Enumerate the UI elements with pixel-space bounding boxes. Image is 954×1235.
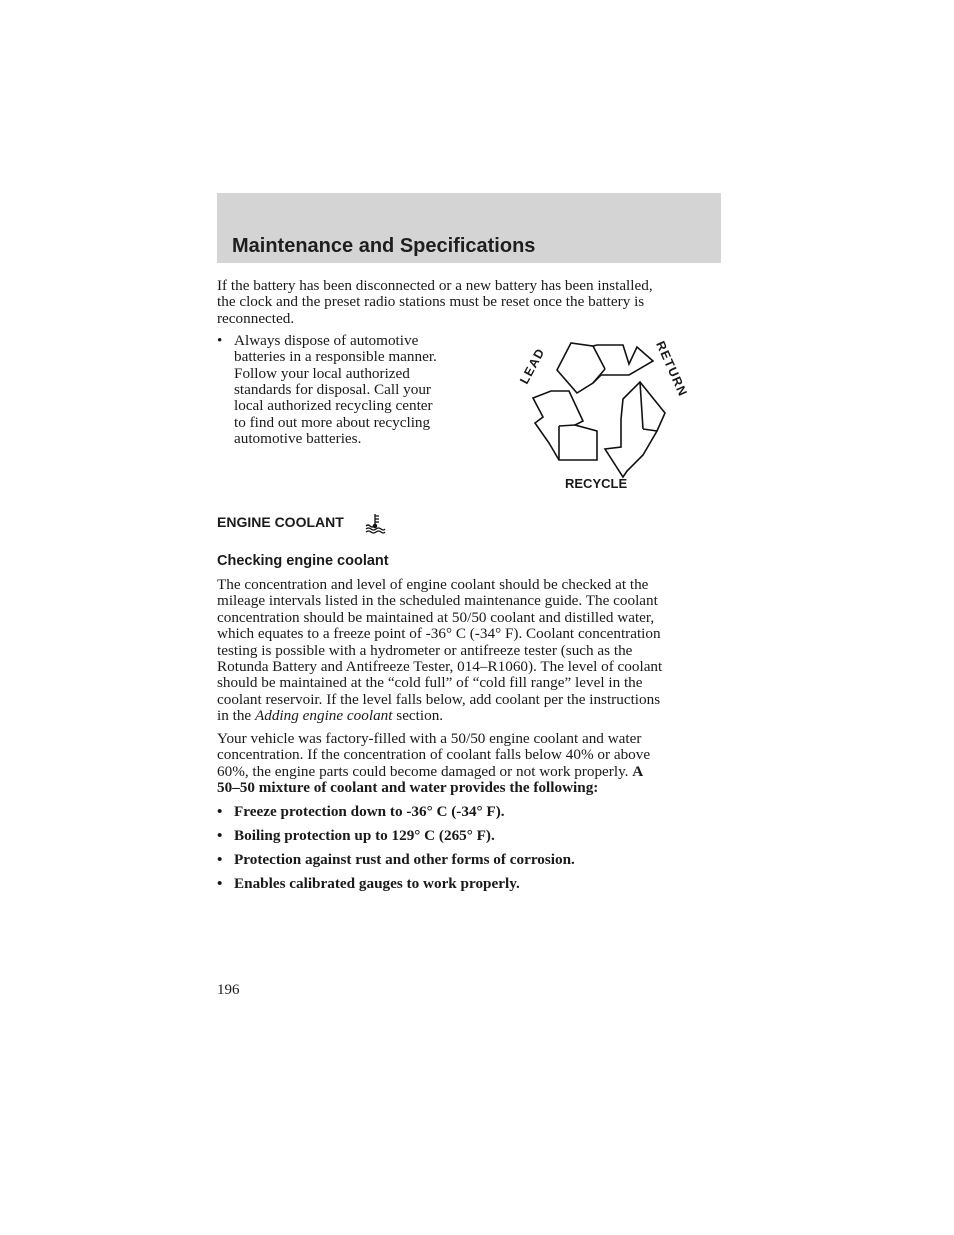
battery-recycle-symbol <box>505 333 705 498</box>
page-title: Maintenance and Specifications <box>232 235 536 257</box>
benefit-text: Protection against rust and other forms of corrosion. <box>234 851 575 868</box>
paragraph-line: Your vehicle was factory-filled with a 50/50 engine coolant and water <box>217 730 642 747</box>
benefit-text: Boiling protection up to 129° C (265° F). <box>234 827 495 844</box>
text-run: 60%, the engine parts could become damaged or not work properly. <box>217 762 633 780</box>
recycle-label-lead: LEAD <box>517 345 548 387</box>
disposal-line: to find out more about recycling <box>234 414 431 431</box>
text-run: section. <box>392 707 444 725</box>
recycle-label-return: RETURN <box>653 339 691 399</box>
text-run: in the <box>217 707 255 725</box>
disposal-line: standards for disposal. Call your <box>234 381 431 398</box>
bullet-marker: • <box>217 332 223 349</box>
paragraph-line: mileage intervals listed in the scheduled maintenance guide. The coolant <box>217 592 658 610</box>
recycle-arrow-right <box>605 382 665 477</box>
paragraph-line: coolant reservoir. If the level falls below, add coolant per the instructions <box>217 690 661 708</box>
disposal-line: Follow your local authorized <box>234 365 410 382</box>
paragraph-line: testing is possible with a hydrometer or antifreeze tester (such as the <box>217 641 633 659</box>
checking-coolant-subheading: Checking engine coolant <box>217 553 389 569</box>
engine-coolant-heading-text: ENGINE COOLANT <box>217 514 344 530</box>
section-reference: Adding engine coolant <box>254 707 393 725</box>
intro-line: If the battery has been disconnected or a new battery has been installed, <box>217 277 653 294</box>
coolant-paragraph-1 <box>217 577 721 725</box>
recycle-label-recycle: RECYCLE <box>565 476 628 491</box>
benefit-text: Freeze protection down to -36° C (-34° F). <box>234 803 505 820</box>
text-run-bold: A <box>632 762 644 780</box>
benefit-text: Enables calibrated gauges to work properly. <box>234 875 520 892</box>
intro-line: reconnected. <box>217 309 295 327</box>
intro-line: the clock and the preset radio stations must be reset once the battery is <box>217 293 645 311</box>
engine-coolant-heading <box>217 514 344 530</box>
page-number: 196 <box>217 982 240 998</box>
bullet-marker: • <box>217 875 223 892</box>
disposal-line: Always dispose of automotive <box>234 332 419 349</box>
section-header-band <box>217 193 721 263</box>
coolant-paragraph-2 <box>217 731 721 797</box>
paragraph-line: concentration should be maintained at 50/50 coolant and distilled water, <box>217 608 655 626</box>
bullet-marker: • <box>217 827 223 844</box>
paragraph-line: The concentration and level of engine coolant should be checked at the <box>217 576 649 593</box>
disposal-line: local authorized recycling center <box>234 397 433 414</box>
bullet-marker: • <box>217 803 223 820</box>
disposal-line: automotive batteries. <box>234 430 362 447</box>
disposal-line: batteries in a responsible manner. <box>234 348 437 365</box>
coolant-temperature-icon <box>364 512 386 534</box>
paragraph-line: concentration. If the concentration of coolant falls below 40% or above <box>217 746 651 764</box>
paragraph-line: Rotunda Battery and Antifreeze Tester, 014–R1060). The level of coolant <box>217 658 663 676</box>
paragraph-line: which equates to a freeze point of -36° C (-34° F). Coolant concentration <box>217 625 661 643</box>
paragraph-line <box>217 764 721 780</box>
bullet-marker: • <box>217 851 223 868</box>
paragraph-line <box>217 708 721 724</box>
intro-paragraph <box>217 278 721 327</box>
paragraph-line: should be maintained at the “cold full” of “cold fill range” level in the <box>217 674 643 692</box>
paragraph-line: 50–50 mixture of coolant and water provides the following: <box>217 779 599 797</box>
